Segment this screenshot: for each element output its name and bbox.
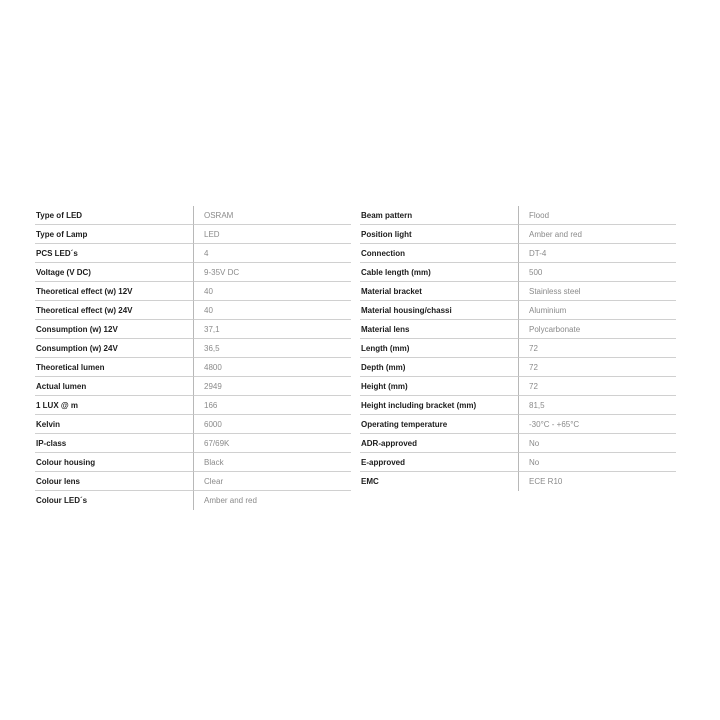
spec-label: Height (mm) [360,377,518,396]
spec-label: Colour lens [35,472,193,491]
spec-row [360,320,676,339]
spec-label: Kelvin [35,415,193,434]
spec-label: Theoretical effect (w) 12V [35,282,193,301]
spec-value: 72 [518,358,676,377]
spec-row [360,206,676,225]
spec-row [35,396,351,415]
spec-label: Consumption (w) 24V [35,339,193,358]
spec-value: 4 [193,244,351,263]
spec-value: OSRAM [193,206,351,225]
spec-label: Operating temperature [360,415,518,434]
spec-row [35,320,351,339]
spec-value: 37,1 [193,320,351,339]
spec-value: No [518,453,676,472]
spec-row [35,415,351,434]
spec-value: ECE R10 [518,472,676,491]
spec-row [35,358,351,377]
spec-value: 2949 [193,377,351,396]
spec-value: 4800 [193,358,351,377]
spec-row [35,339,351,358]
spec-label: 1 LUX @ m [35,396,193,415]
spec-row [360,282,676,301]
spec-value: Clear [193,472,351,491]
spec-row [360,377,676,396]
spec-value: Polycarbonate [518,320,676,339]
spec-value: Amber and red [193,491,351,510]
spec-value: LED [193,225,351,244]
spec-label: ADR-approved [360,434,518,453]
spec-label: Position light [360,225,518,244]
spec-label: Voltage (V DC) [35,263,193,282]
spec-label: Actual lumen [35,377,193,396]
spec-row [360,358,676,377]
spec-table-right [360,206,676,491]
spec-value: 40 [193,301,351,320]
spec-value: 6000 [193,415,351,434]
spec-value: 36,5 [193,339,351,358]
spec-row [35,225,351,244]
spec-label: Colour LED´s [36,496,88,505]
spec-value: 72 [518,377,676,396]
spec-value: Amber and red [518,225,676,244]
spec-value: 9-35V DC [193,263,351,282]
spec-label: Theoretical lumen [35,358,193,377]
spec-value: Aluminium [518,301,676,320]
spec-value: Black [193,453,351,472]
spec-row [360,301,676,320]
spec-row [35,263,351,282]
spec-table-left [35,206,351,510]
spec-label: IP-class [35,434,193,453]
spec-label: Beam pattern [360,206,518,225]
spec-row [360,434,676,453]
spec-row [360,415,676,434]
spec-label: E-approved [360,453,518,472]
spec-label: Connection [360,244,518,263]
spec-row [360,339,676,358]
spec-label: Material bracket [360,282,518,301]
spec-value: -30°C - +65°C [518,415,676,434]
spec-value: Stainless steel [518,282,676,301]
spec-label: Length (mm) [360,339,518,358]
spec-row [360,244,676,263]
spec-label: PCS LED´s [35,244,193,263]
spec-label: Type of Lamp [35,225,193,244]
spec-row [35,206,351,225]
spec-row [360,263,676,282]
spec-label: Depth (mm) [360,358,518,377]
spec-label: Cable length (mm) [360,263,518,282]
spec-value: No [518,434,676,453]
spec-value: 166 [193,396,351,415]
spec-row [360,453,676,472]
spec-value: 81,5 [518,396,676,415]
spec-row [35,282,351,301]
spec-row [360,225,676,244]
spec-value: 72 [518,339,676,358]
spec-value: 500 [518,263,676,282]
spec-label: EMC [361,477,379,486]
spec-value: DT-4 [518,244,676,263]
spec-row [35,244,351,263]
spec-row [35,434,351,453]
spec-label: Theoretical effect (w) 24V [35,301,193,320]
spec-label: Type of LED [35,206,193,225]
spec-row [35,472,351,491]
spec-row [35,301,351,320]
spec-value: 40 [193,282,351,301]
spec-row [35,453,351,472]
spec-value: 67/69K [193,434,351,453]
spec-row [35,377,351,396]
spec-row [360,472,676,491]
spec-label: Material lens [360,320,518,339]
spec-value: Flood [518,206,676,225]
spec-label: Colour housing [35,453,193,472]
spec-row [35,491,351,510]
spec-label: Height including bracket (mm) [360,396,518,415]
spec-label: Consumption (w) 12V [35,320,193,339]
spec-label: Material housing/chassi [360,301,518,320]
spec-row [360,396,676,415]
